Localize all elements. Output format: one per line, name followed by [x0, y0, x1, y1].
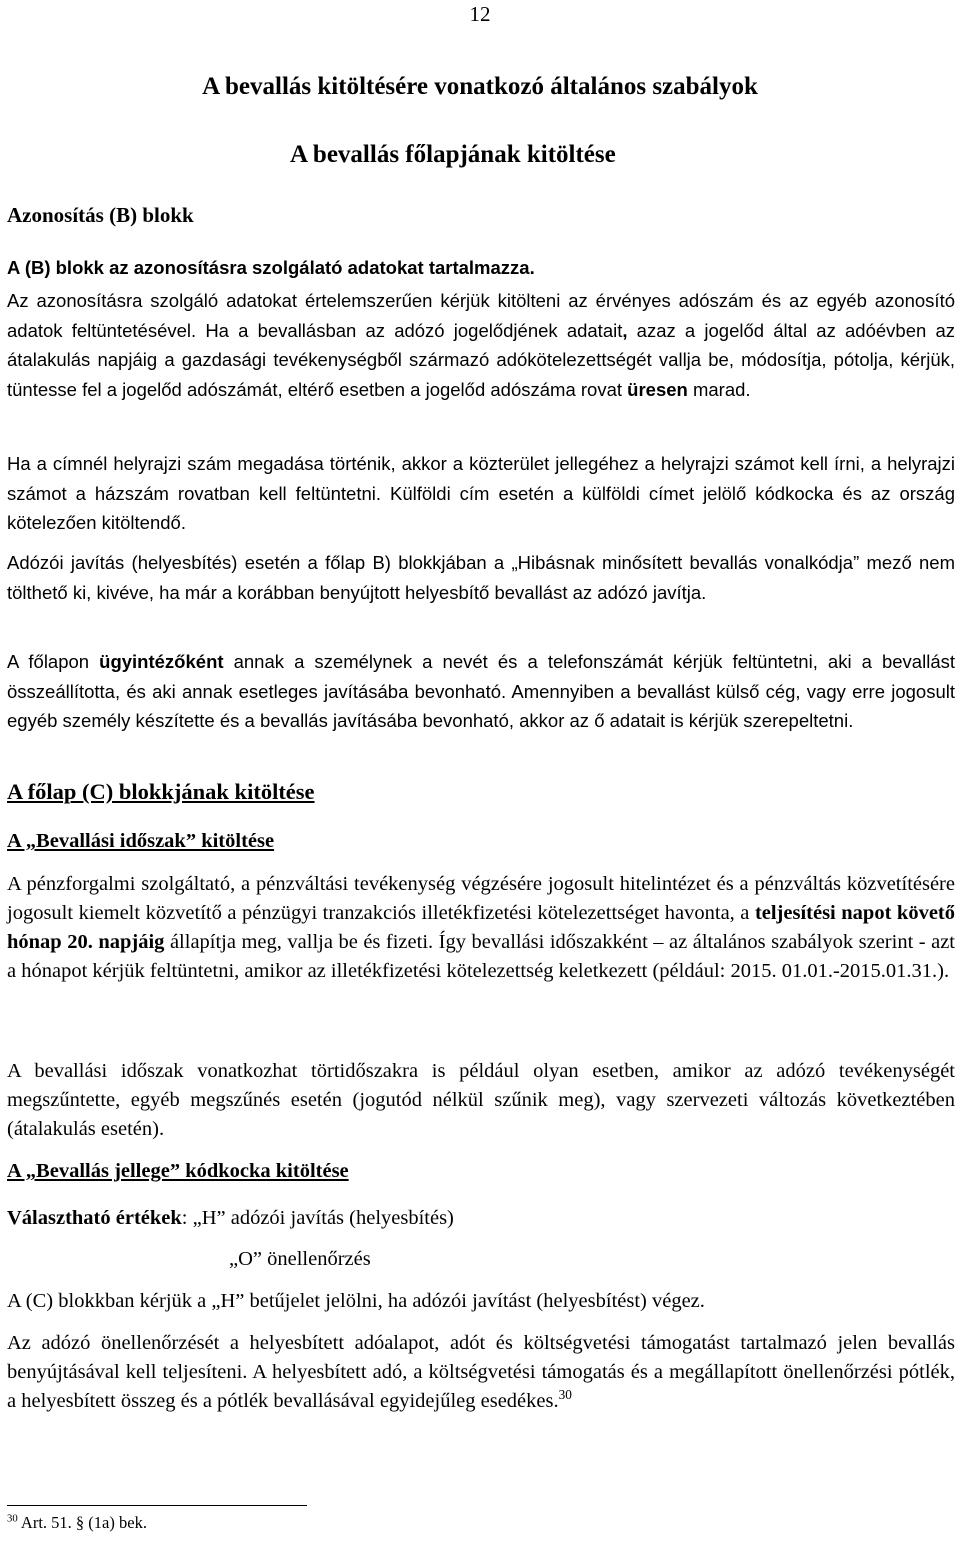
footnote-ref[interactable]: 30: [558, 1387, 572, 1403]
nature-heading-wrap: [7, 1157, 955, 1186]
paragraph-address: Ha a címnél helyrajzi szám megadása történik, akkor a közterület jellegéhez a helyrajzi számot kell írni, a helyrajzi számot a házszám rovatban kell feltüntetni. Külföldi cím esetén a külföldi címet jelölő kódkocka és az ország kötelezően kitöltendő.: [7, 453, 955, 533]
p5-bold: teljesítési napot követő hónap 20. napjáig: [7, 902, 955, 953]
b-p1-text-a: Az azonosításra szolgáló adatokat értelemszerűen kérjük kitölteni az érvényes adószám és az egyéb azonosító adatok feltüntetésével. Ha a bevallásban az adózó jogelődjének adatait: [7, 290, 955, 341]
section-c-heading: A főlap (C) blokkjának kitöltése: [7, 779, 315, 804]
paragraph-self-revision: [7, 1329, 955, 1416]
paragraph-h-mark: A (C) blokkban kérjük a „H” betűjelet jelölni, ha adózói javítást (helyesbítést) végez.: [7, 1290, 705, 1312]
nature-heading: A „Bevallás jellege” kódkocka kitöltése: [7, 1160, 349, 1182]
b-p1-text-b: azaz a jogelőd által az adóévben az átalakulás napjáig a gazdasági tevékenységből származó adókötelezettségét vallja be, módosítja, pótolja, kérjük, tüntesse fel a jogelőd adószámát, eltérő esetben a jogelőd adószáma rovat: [7, 319, 955, 400]
value-o: „O” önellenőrzés: [229, 1248, 371, 1270]
p5-text-b: állapítja meg, vallja be és fizeti. Így bevallási időszakként – az általános szabályok szerint - azt a hónapot kérjük feltüntetni, amikor az illetékfizetési kötelezettség keletkezett (például: 2015. 01.01.-2015.01.31.).: [7, 931, 956, 982]
b-p1-comma: ,: [622, 319, 628, 341]
section-b-heading: Azonosítás (B) blokk: [7, 203, 194, 227]
b-p1-text-c: marad.: [687, 378, 751, 400]
p5-text-a: A pénzforgalmi szolgáltató, a pénzváltási tevékenység végzésére jogosult hitelintézet és a pénzváltás közvetítésére jogosult kiemelt közvetítő a pénzügyi tranzakciós illetékfizetési kötelezettséget havonta, a: [7, 873, 955, 924]
p4-bold: ügyintézőként: [99, 651, 224, 672]
paragraph-fractional-period: A bevallási időszak vonatkozhat törtidőszakra is például olyan esetben, amikor az adózó tevékenységét megszűntette, egyéb megszűnés esetén (jogutód nélkül szűnik meg), vagy szervezeti változás következtében (átalakulás esetén).: [7, 1060, 955, 1140]
paragraph-correction: Adózói javítás (helyesbítés) esetén a főlap B) blokkjában a „Hibásnak minősített bevallás vonalkódja” mező nem tölthető ki, kivéve, ha már a korábban benyújtott helyesbítő bevallást az adózó javítja.: [7, 552, 955, 603]
footnote-text: Art. 51. § (1a) bek.: [17, 1513, 147, 1532]
values-colon: :: [181, 1207, 188, 1229]
footnote-number: 30: [7, 1512, 18, 1525]
b-paragraph-1: [7, 286, 955, 404]
paragraph-administrator: [7, 647, 955, 736]
b-p1-bold: üresen: [627, 378, 688, 400]
period-heading-wrap: [7, 827, 955, 856]
p8-text: Az adózó önellenőrzését a helyesbített adóalapot, adót és költségvetési támogatást tartalmazó jelen bevallás benyújtásával kell teljesíteni. A helyesbített adó, a költségvetési támogatás és a megállapított önellenőrzési pótlék, a helyesbített összeg és a pótlék bevallásával egyidejűleg esedékes.: [7, 1332, 955, 1412]
footnote: [7, 1513, 147, 1533]
section-c-heading-wrap: [7, 777, 955, 806]
main-title: A bevallás kitöltésére vonatkozó általános szabályok: [202, 73, 758, 100]
p4-text-b: annak a személynek a nevét és a telefonszámát kérjük feltüntetni, aki a bevallást összeállította, és aki annak esetleges javításába bevonható. Amennyiben a bevallást külső cég, vagy erre jogosult egyéb személy készítette és a bevallás javításába bevonható, akkor az ő adatait is kérjük szerepeltetni.: [7, 651, 955, 731]
values-line: [7, 1204, 955, 1233]
paragraph-period: [7, 870, 955, 986]
b-intro: A (B) blokk az azonosításra szolgálató adatokat tartalmazza.: [7, 257, 535, 278]
values-label: Választható értékek: [7, 1207, 182, 1229]
p4-text-a: A főlapon: [7, 651, 100, 672]
footnote-separator: [7, 1505, 307, 1506]
page-number: 12: [469, 2, 491, 26]
period-heading: A „Bevallási időszak” kitöltése: [7, 830, 275, 852]
sub-title: A bevallás főlapjának kitöltése: [290, 141, 616, 168]
value-h: „H” adózói javítás (helyesbítés): [192, 1207, 454, 1229]
